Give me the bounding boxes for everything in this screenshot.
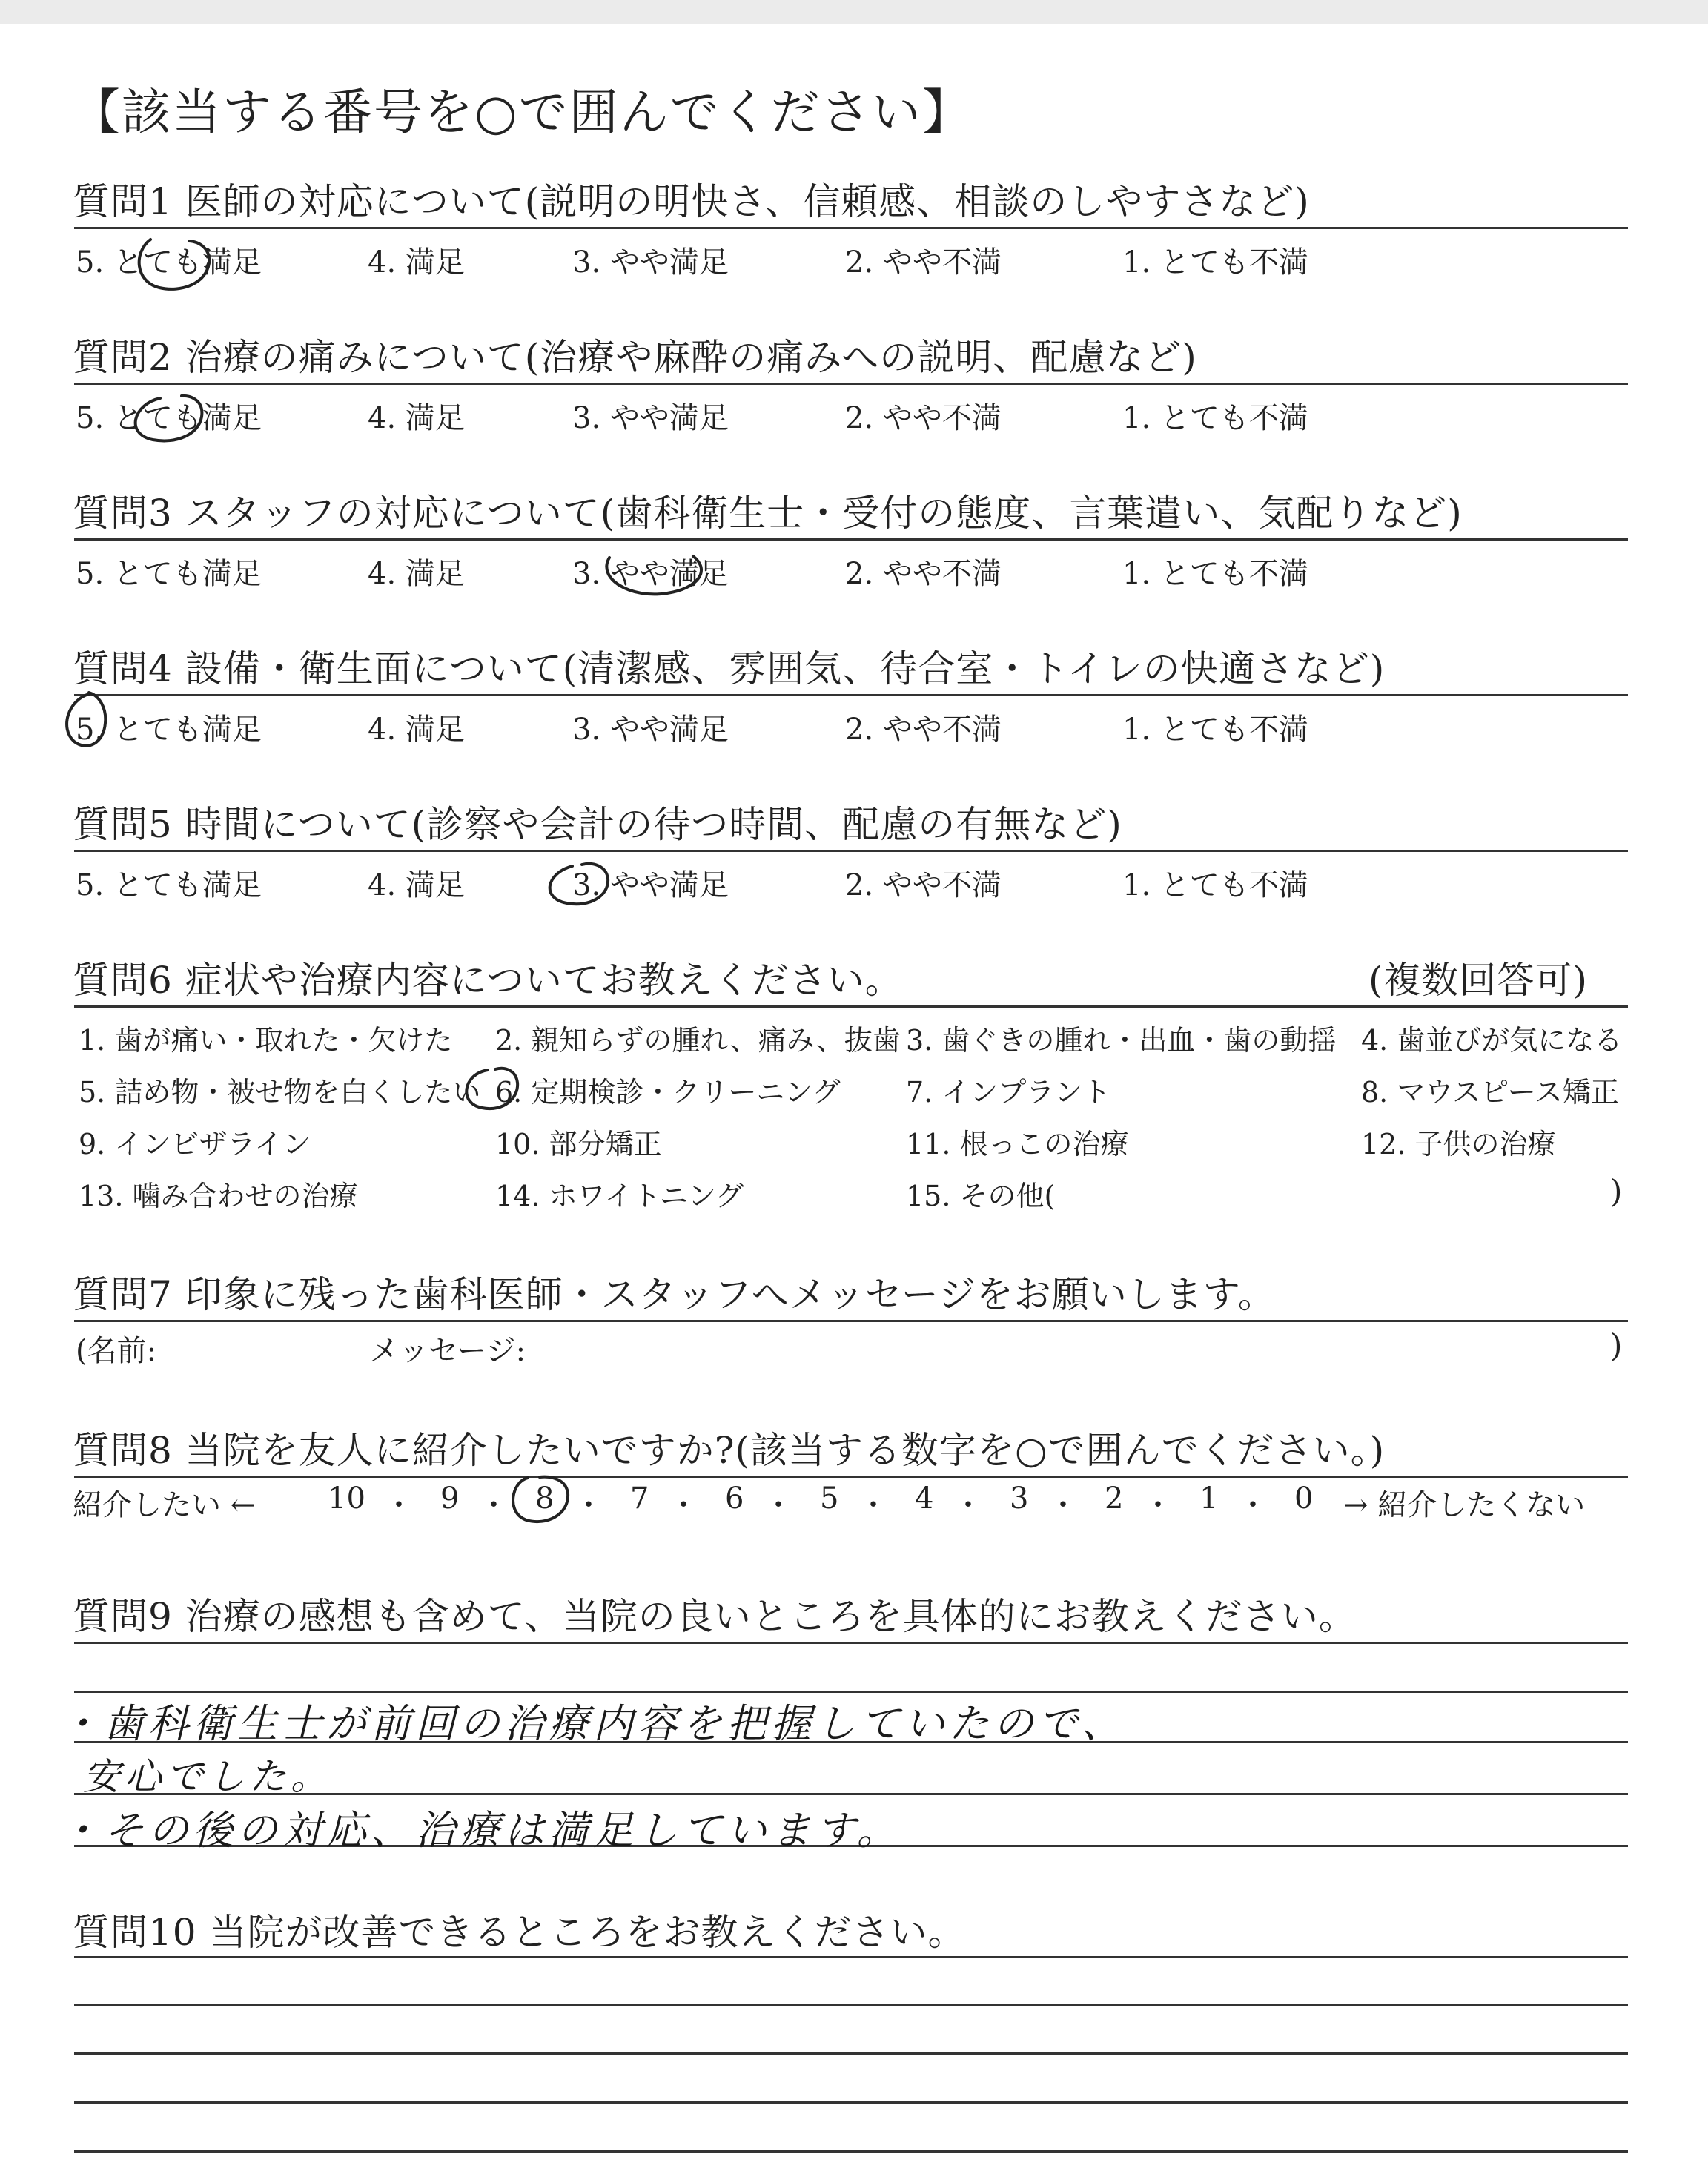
q3-option-3[interactable]: 3. やや満足 [572,557,729,591]
q5-option-5[interactable]: 5. とても満足 [76,868,262,902]
q6-option-12[interactable]: 12. 子供の治療 [1361,1128,1556,1160]
q8-score-0[interactable]: 0 [1294,1482,1314,1516]
question-6-note: (複数回答可) [1368,959,1589,1002]
q6-option-14[interactable]: 14. ホワイトニング [495,1180,744,1212]
q8-scale-separator: ・ [858,1488,888,1522]
q3-option-2[interactable]: 2. やや不満 [845,557,1002,591]
q2-option-2[interactable]: 2. やや不満 [845,401,1002,435]
q6-option-3[interactable]: 3. 歯ぐきの腫れ・出血・歯の動揺 [906,1024,1337,1057]
question-3-label: 質問3 スタッフの対応について(歯科衛生士・受付の態度、言葉遣い、気配りなど) [73,492,1463,535]
q8-score-7[interactable]: 7 [630,1482,649,1516]
q4-option-4[interactable]: 4. 満足 [368,713,465,747]
q6-option-6[interactable]: 6. 定期検診・クリーニング [495,1076,841,1109]
q4-option-2[interactable]: 2. やや不満 [845,713,1002,747]
q6-option-4[interactable]: 4. 歯並びが気になる [1361,1024,1623,1057]
q6-option-13[interactable]: 13. 噛み合わせの治療 [79,1180,358,1212]
q7-name-label: (名前: [76,1334,157,1368]
question-10-label: 質問10 当院が改善できるところをお教えください。 [73,1911,966,1954]
q9-answer-line-2: 安心でした。 [83,1755,332,1798]
q8-scale-separator: ・ [1143,1488,1173,1522]
q3-option-5[interactable]: 5. とても満足 [76,557,262,591]
q5-option-4[interactable]: 4. 満足 [368,868,465,902]
question-2-label: 質問2 治療の痛みについて(治療や麻酔の痛みへの説明、配慮など) [73,336,1197,379]
q5-option-1[interactable]: 1. とても不満 [1122,868,1308,902]
q5-circle-mark [550,864,608,904]
q8-score-6[interactable]: 6 [725,1482,744,1516]
q6-other-close-paren: ) [1610,1173,1623,1209]
q8-score-5[interactable]: 5 [820,1482,839,1516]
q4-circle-mark [67,693,105,746]
q7-message-label: メッセージ: [369,1334,526,1368]
q3-circle-mark [606,556,701,594]
question-9-label: 質問9 治療の感想も含めて、当院の良いところを具体的にお教えください。 [73,1595,1357,1638]
q4-option-3[interactable]: 3. やや満足 [572,713,729,747]
q8-left-label: 紹介したい ← [73,1488,256,1522]
q4-option-1[interactable]: 1. とても不満 [1122,713,1308,747]
q6-circle-mark [466,1069,517,1109]
q5-option-2[interactable]: 2. やや不満 [845,868,1002,902]
q6-option-7[interactable]: 7. インプラント [906,1076,1111,1109]
q6-option-2[interactable]: 2. 親知らずの腫れ、痛み、抜歯 [495,1024,901,1057]
q6-option-15[interactable]: 15. その他( [906,1180,1056,1212]
question-8-label: 質問8 当院を友人に紹介したいですか?(該当する数字を○で囲んでください。) [73,1429,1386,1472]
page-title: 【該当する番号を○で囲んでください】 [71,84,973,141]
q8-score-10[interactable]: 10 [328,1482,365,1516]
q6-option-1[interactable]: 1. 歯が痛い・取れた・欠けた [79,1024,453,1057]
q4-option-5[interactable]: 5. とても満足 [76,713,262,747]
q8-right-label: → 紹介したくない [1343,1488,1586,1522]
question-7-label: 質問7 印象に残った歯科医師・スタッフへメッセージをお願いします。 [73,1273,1276,1316]
question-1-label: 質問1 医師の対応について(説明の明快さ、信頼感、相談のしやすさなど) [73,180,1310,223]
q1-option-5[interactable]: 5. とても満足 [76,245,262,280]
q8-scale-separator: ・ [669,1488,698,1522]
question-5-label: 質問5 時間について(診察や会計の待つ時間、配慮の有無など) [73,803,1122,846]
q3-option-4[interactable]: 4. 満足 [368,557,465,591]
question-6-label: 質問6 症状や治療内容についてお教えください。 [73,959,903,1002]
question-4-label: 質問4 設備・衛生面について(清潔感、雰囲気、待合室・トイレの快適さなど) [73,647,1386,690]
q6-option-11[interactable]: 11. 根っこの治療 [906,1128,1129,1160]
q2-option-3[interactable]: 3. やや満足 [572,401,729,435]
q7-close-paren: ) [1610,1327,1623,1364]
q1-option-3[interactable]: 3. やや満足 [572,245,729,280]
q6-option-10[interactable]: 10. 部分矯正 [495,1128,662,1160]
q9-answer-line-1: ・歯科衛生士が前回の治療内容を把握していたので、 [59,1700,1126,1747]
q5-option-3[interactable]: 3. やや満足 [572,868,729,902]
q8-score-4[interactable]: 4 [915,1482,934,1516]
q8-score-8[interactable]: 8 [535,1482,555,1516]
q8-scale-separator: ・ [1238,1488,1268,1522]
q9-answer-line-3: ・その後の対応、治療は満足しています。 [59,1807,901,1854]
q8-scale-separator: ・ [479,1488,509,1522]
q2-circle-mark [136,396,202,441]
q8-scale-separator: ・ [574,1488,603,1522]
q6-option-9[interactable]: 9. インビザライン [79,1128,311,1160]
q1-option-2[interactable]: 2. やや不満 [845,245,1002,280]
q1-option-1[interactable]: 1. とても不満 [1122,245,1308,280]
q2-option-5[interactable]: 5. とても満足 [76,401,262,435]
q2-option-4[interactable]: 4. 満足 [368,401,465,435]
q2-option-1[interactable]: 1. とても不満 [1122,401,1308,435]
q1-circle-mark [139,240,210,289]
q8-scale-separator: ・ [384,1488,414,1522]
q8-score-2[interactable]: 2 [1105,1482,1124,1516]
q8-scale-separator: ・ [764,1488,793,1522]
q6-option-5[interactable]: 5. 詰め物・被せ物を白くしたい [79,1076,481,1109]
q1-option-4[interactable]: 4. 満足 [368,245,465,280]
q8-scale-separator: ・ [953,1488,983,1522]
q8-score-9[interactable]: 9 [440,1482,460,1516]
q8-scale-separator: ・ [1048,1488,1078,1522]
q8-score-1[interactable]: 1 [1199,1482,1219,1516]
q3-option-1[interactable]: 1. とても不満 [1122,557,1308,591]
q6-option-8[interactable]: 8. マウスピース矯正 [1361,1076,1619,1109]
q8-score-3[interactable]: 3 [1010,1482,1029,1516]
